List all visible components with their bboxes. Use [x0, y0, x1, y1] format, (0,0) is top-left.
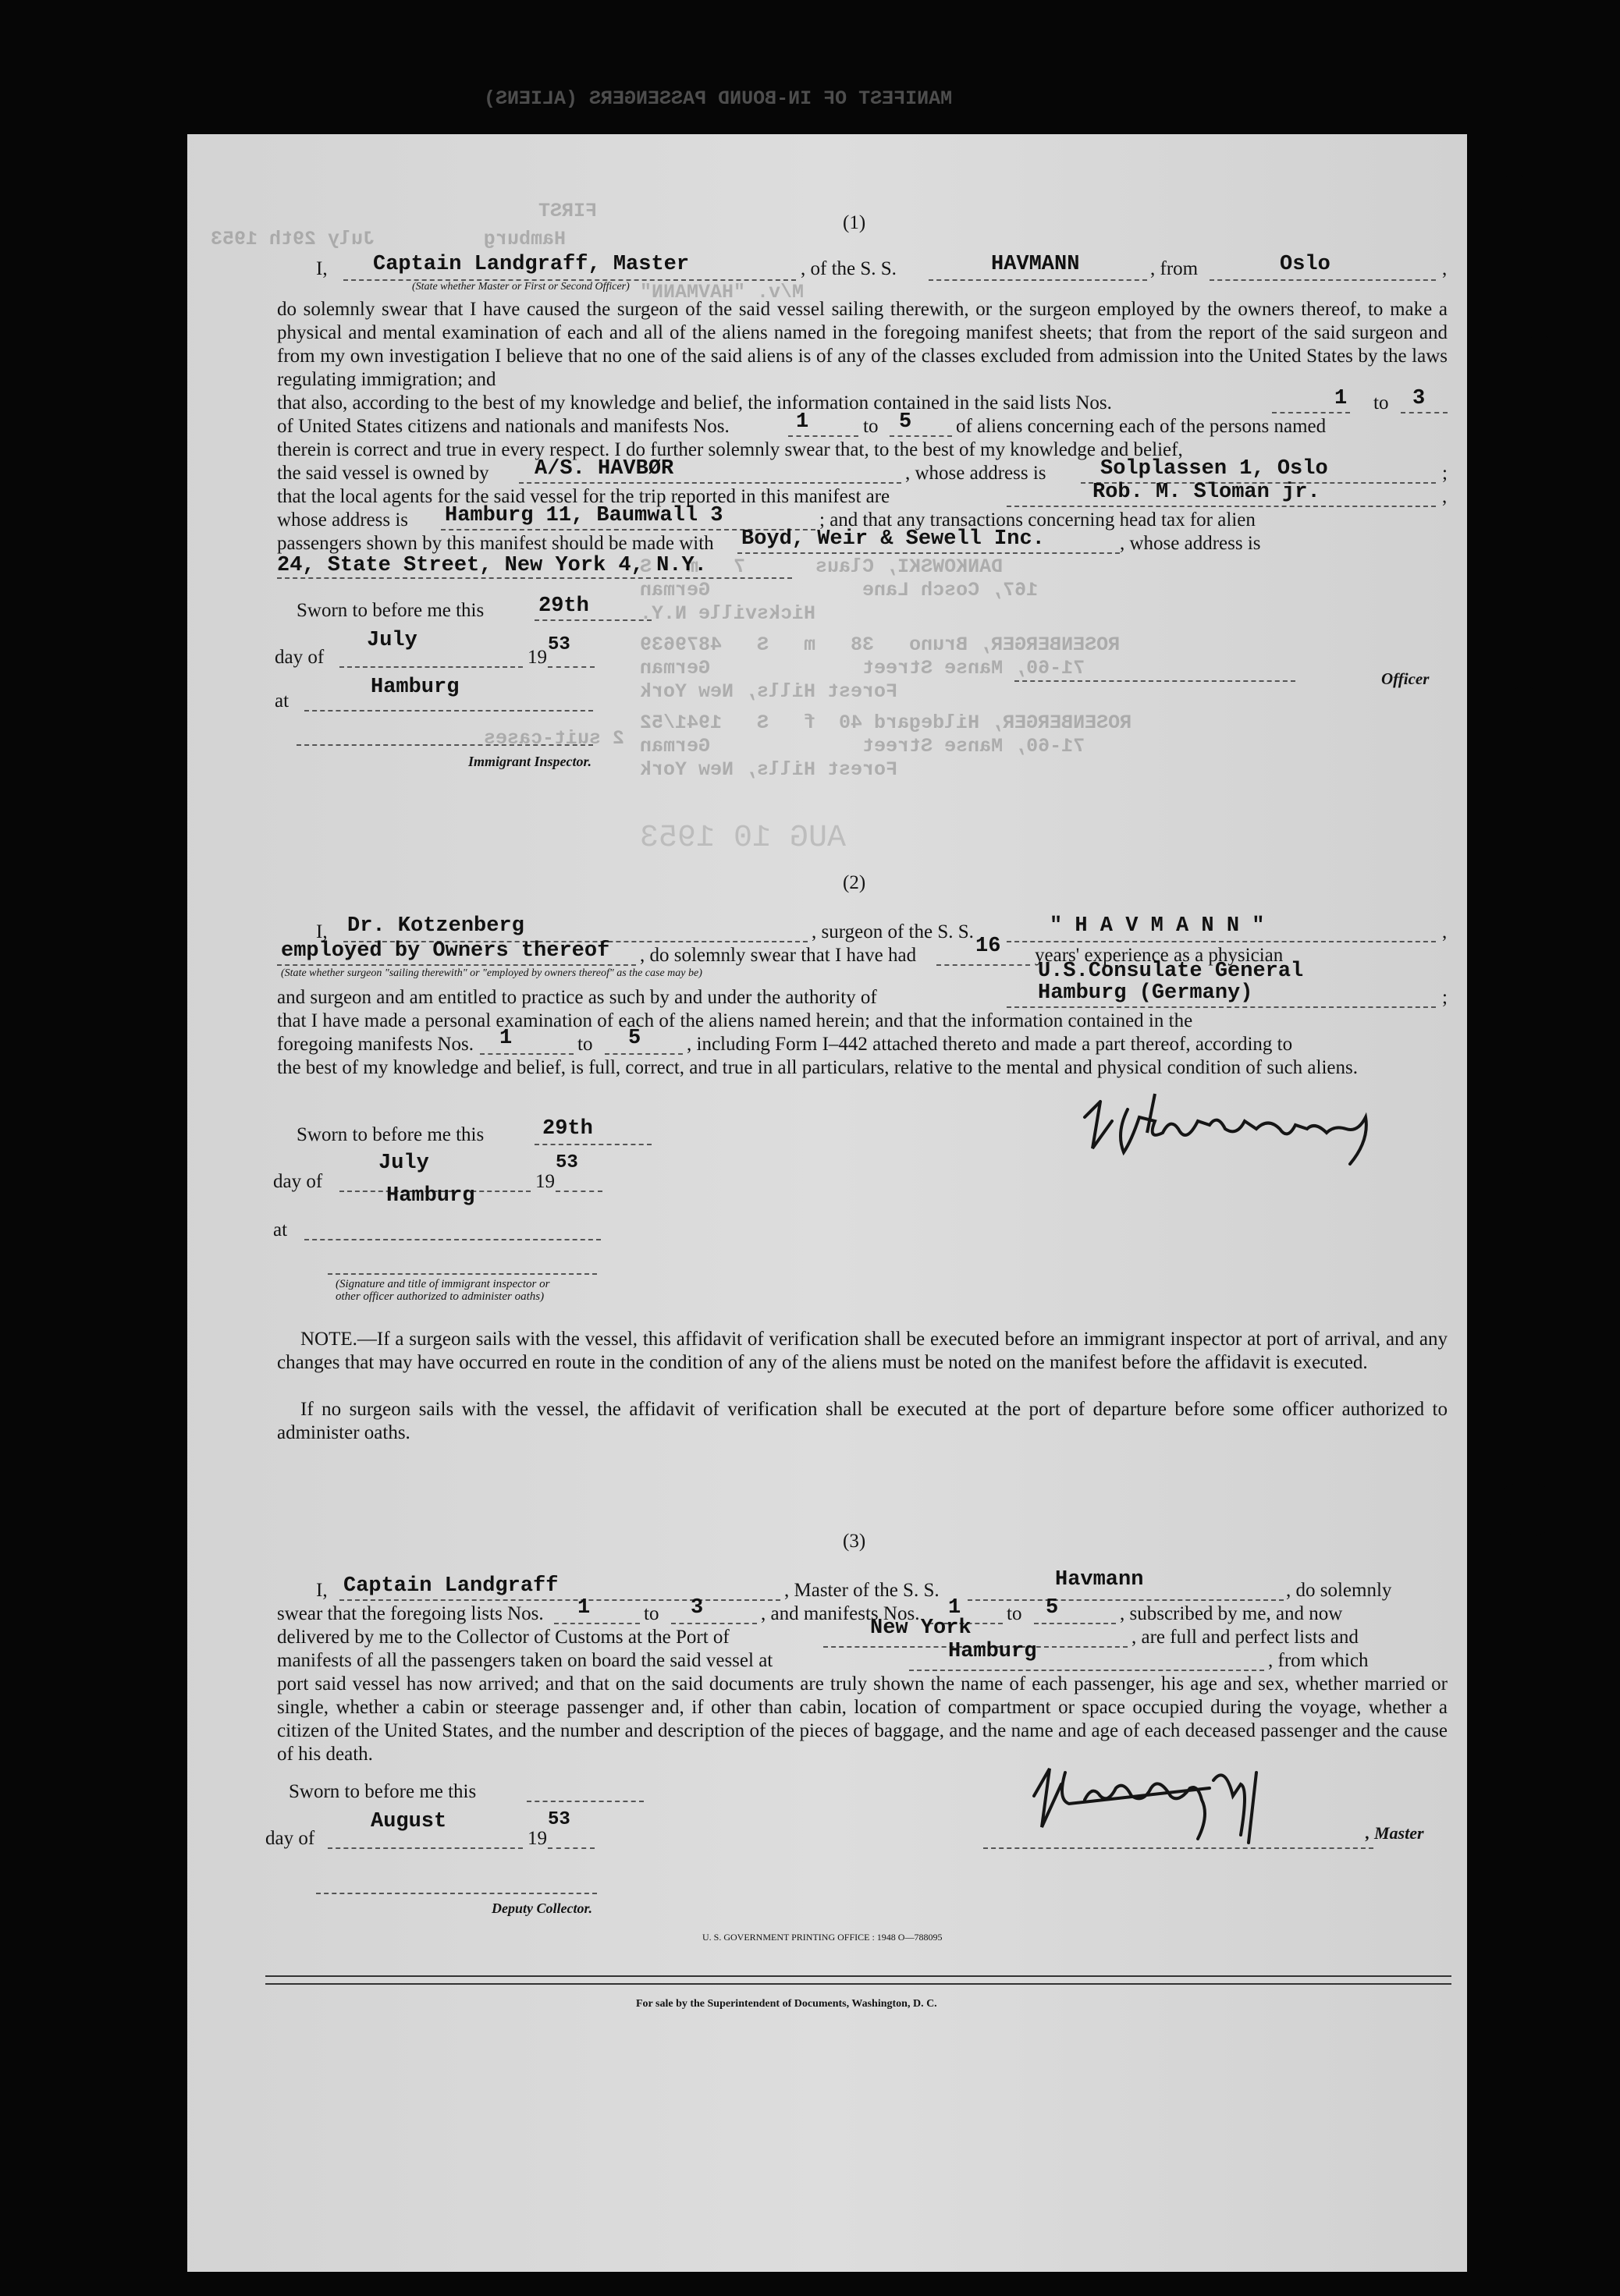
s2-day-of: day of — [273, 1171, 323, 1192]
bleed-row-3: ROSENBERGER, Hildegard 40 f S 1941/52 — [640, 712, 1132, 734]
s3-sworn: Sworn to before me this — [289, 1781, 477, 1802]
s1-from-port: Oslo — [1280, 253, 1330, 276]
s1-head-tax: ; and that any transactions concerning head tax for alien — [819, 509, 1256, 531]
s3-master-label: , Master — [1366, 1823, 1424, 1843]
s2-best: the best of my knowledge and belief, is full, correct, and true in all particulars, relative to the mental and physical condition of such aliens. — [277, 1057, 1358, 1078]
s3-collector-line — [316, 1893, 597, 1894]
s2-year-prefix: 19 — [535, 1171, 555, 1192]
bleed-row-3b: 71-60, Manse Street German — [640, 735, 1085, 758]
section-1-number: (1) — [843, 212, 866, 233]
s1-manifests-from-line — [788, 435, 858, 437]
s3-lists-to: 3 — [691, 1596, 704, 1620]
s2-years: 16 — [975, 935, 1001, 958]
s1-agent: Rob. M. Sloman jr. — [1092, 481, 1320, 504]
s1-head-tax-agent-line — [737, 552, 1120, 554]
s1-sworn: Sworn to before me this — [297, 600, 485, 621]
s3-to-2: to — [1007, 1603, 1022, 1624]
s1-lists-to: 3 — [1412, 387, 1426, 410]
s3-day-of: day of — [265, 1828, 315, 1849]
s3-vessel-line — [968, 1599, 1284, 1601]
s3-manifests-all: manifests of all the passengers taken on board the said vessel at — [277, 1650, 773, 1671]
s1-comma-1: , — [1442, 258, 1448, 279]
s2-manifests-from-line — [480, 1053, 574, 1055]
s1-sworn-year: 53 — [548, 634, 570, 655]
printing-office: U. S. GOVERNMENT PRINTING OFFICE : 1948 O—788095 — [702, 1932, 943, 1943]
s1-inspector-caption: Immigrant Inspector. — [468, 754, 592, 769]
s3-and-manifests: , and manifests Nos. — [761, 1603, 920, 1624]
master-signature — [991, 1741, 1381, 1858]
s3-vessel: Havmann — [1055, 1568, 1144, 1592]
s3-sworn-year-line — [548, 1847, 595, 1849]
s2-sworn: Sworn to before me this — [297, 1124, 485, 1145]
s2-years-line — [936, 964, 1030, 966]
s2-sworn-year: 53 — [556, 1152, 578, 1173]
s3-port: New York — [870, 1616, 972, 1640]
s2-surgeon-of: , surgeon of the S. S. — [812, 921, 974, 942]
for-sale-notice: For sale by the Superintendent of Documents, Washington, D. C. — [636, 1998, 937, 2010]
s1-owner-address: Solplassen 1, Oslo — [1100, 457, 1328, 481]
s3-manifests-to: 5 — [1046, 1596, 1059, 1620]
s2-sworn-month: July — [378, 1152, 429, 1175]
s1-head-tax-address-line — [277, 577, 792, 579]
s3-manifests-from: 1 — [948, 1596, 961, 1620]
s1-sworn-day-line — [535, 619, 652, 621]
s1-manifests-to: 5 — [899, 410, 912, 434]
s1-lists-from: 1 — [1334, 387, 1348, 410]
s2-sworn-day-line — [535, 1144, 652, 1145]
s3-year-prefix: 19 — [528, 1828, 547, 1849]
s2-sig-line — [328, 1273, 597, 1275]
s1-sworn-place: Hamburg — [371, 676, 460, 699]
s2-vessel: " H A V M A N N " — [1050, 914, 1265, 938]
bleed-vessel: M/v. "HAVMANN" — [640, 281, 805, 303]
s2-foregoing: foregoing manifests Nos. — [277, 1034, 474, 1055]
s3-master-name: Captain Landgraff — [343, 1574, 559, 1598]
s3-sworn-month: August — [371, 1810, 447, 1833]
s3-boarded-at: Hamburg — [948, 1640, 1037, 1663]
s1-semicolon-1: ; — [1442, 463, 1448, 484]
s1-from: , from — [1150, 258, 1199, 279]
s2-vessel-line — [1007, 941, 1436, 942]
s1-of-ss: , of the S. S. — [801, 258, 897, 279]
s1-officer-line — [1014, 680, 1295, 682]
s2-swear-had: , do solemnly swear that I have had — [640, 945, 917, 966]
s1-from-line — [1210, 279, 1436, 281]
bleed-row-1: DANKOWSKI, Claus 7 m S — [640, 555, 1004, 578]
s1-whose-address-2: whose address is — [277, 509, 409, 531]
s1-manifests-to-line — [890, 435, 952, 437]
s1-sworn-year-line — [548, 666, 595, 668]
s2-surgeon-caption: (State whether surgeon "sailing therewith" or "employed by owners thereof" as the case may be) — [281, 967, 702, 979]
s1-agent-address: Hamburg 11, Baumwall 3 — [445, 504, 723, 527]
s3-manifests-to-line — [1034, 1623, 1116, 1624]
s2-sworn-year-line — [556, 1191, 602, 1192]
s1-agent-line — [1007, 506, 1436, 507]
note-paragraph-1: NOTE.—If a surgeon sails with the vessel, this affidavit of verification shall be executed before an immigrant inspector at port of arrival, and any changes that may have occurred en route in the condition of any of the aliens must be noted on the manifest before the affidavit is executed. — [277, 1329, 1448, 1373]
s2-authority-1: U.S.Consulate General — [1038, 960, 1304, 983]
s1-sworn-month: July — [367, 629, 417, 652]
bleed-row-1c: Hicksville N.Y. — [640, 602, 816, 625]
s1-whose-address: , whose address is — [905, 463, 1046, 484]
s1-whose-address-3: , whose address is — [1120, 533, 1261, 554]
s1-master-name: Captain Landgraff, Master — [373, 253, 690, 276]
s3-lists-from-line — [554, 1623, 640, 1624]
s1-head-tax-address: 24, State Street, New York 4, N.Y. — [277, 554, 707, 577]
s1-owner-line — [519, 482, 901, 484]
s1-para-a: do solemnly swear that I have caused the surgeon of the said vessel sailing therewith, or the surgeon employed by the owners thereof, to make a physical and mental examination of each and all of the aliens named in the foregoing manifest sheets; that from the report of the said surgeon and from my own investigation I believe that no one of the said aliens is of any of the classes excluded from admission into the United States by the laws regulating immigration; and — [277, 299, 1448, 390]
punch-hole-torn — [1490, 1482, 1561, 1537]
s3-swear-lists: swear that the foregoing lists Nos. — [277, 1603, 544, 1624]
bleed-row-2c: Forest Hills, New York — [640, 680, 898, 703]
s1-correct: therein is correct and true in every respect. I do further solemnly swear that, to the best of my knowledge and belief, — [277, 439, 1183, 460]
section-2-number: (2) — [843, 872, 866, 893]
s3-master-line — [339, 1599, 780, 1601]
note-paragraph-2: If no surgeon sails with the vessel, the affidavit of verification shall be executed at the port of departure before some officer authorized to administer oaths. — [277, 1399, 1448, 1443]
s3-sworn-month-line — [328, 1847, 523, 1849]
s1-sworn-place-line — [304, 710, 593, 712]
s1-vessel-line — [929, 279, 1147, 281]
bleed-row-2: ROSENBERGER, Bruno 38 m S 4879639 — [640, 633, 1121, 656]
s1-vessel: HAVMANN — [991, 253, 1080, 276]
bleed-first: FIRST — [538, 200, 598, 222]
bleed-suitcases: 2 suit-cases — [484, 727, 625, 750]
s3-sworn-year: 53 — [548, 1809, 570, 1830]
s1-comma-2: , — [1442, 486, 1448, 507]
punch-hole — [1522, 335, 1558, 371]
s1-to-2: to — [863, 416, 879, 437]
s3-delivered: delivered by me to the Collector of Customs at the Port of — [277, 1627, 730, 1648]
s2-i: I, — [316, 921, 328, 942]
bleed-row-3c: Forest Hills, New York — [640, 758, 898, 781]
s1-officer-label: Officer — [1381, 669, 1430, 688]
s1-manifests-from: 1 — [796, 410, 809, 434]
punch-hole — [1506, 687, 1542, 722]
s2-sworn-day: 29th — [542, 1117, 593, 1141]
s2-exam: that I have made a personal examination of each of the aliens named herein; and that the information contained in the — [277, 1010, 1193, 1031]
s2-including: , including Form I–442 attached thereto and made a part thereof, according to — [687, 1034, 1293, 1055]
s1-of-aliens: of aliens concerning each of the persons named — [956, 416, 1327, 437]
s3-subscribed: , subscribed by me, and now — [1120, 1603, 1343, 1624]
s3-lists-from: 1 — [577, 1596, 591, 1620]
s2-employment-line — [277, 964, 636, 966]
s1-master-caption: (State whether Master or First or Second Officer) — [412, 281, 630, 293]
s2-semicolon: ; — [1442, 987, 1448, 1008]
s3-i: I, — [316, 1580, 328, 1601]
s2-manifests-from: 1 — [499, 1027, 513, 1050]
s2-sworn-place-line — [304, 1239, 601, 1240]
s2-authority-line — [1007, 1006, 1436, 1008]
bleed-date: July 29th 1953 — [211, 228, 375, 250]
s1-citizens: of United States citizens and nationals and manifests Nos. — [277, 416, 730, 437]
s3-collector-caption: Deputy Collector. — [492, 1900, 592, 1916]
s2-to: to — [577, 1034, 593, 1055]
s3-to-1: to — [644, 1603, 659, 1624]
s3-sworn-day-line — [527, 1801, 644, 1802]
s1-owner: A/S. HAVBØR — [535, 457, 674, 481]
bleed-header: MANIFEST OF IN-BOUND PASSENGERS (ALIENS) — [484, 87, 953, 110]
s1-to-1: to — [1373, 392, 1389, 413]
s1-i: I, — [316, 258, 328, 279]
s2-sig-caption-1: (Signature and title of immigrant inspector or — [336, 1278, 550, 1290]
s1-year-prefix: 19 — [528, 647, 547, 668]
s1-at: at — [275, 690, 290, 712]
bleed-port: Hamburg — [484, 228, 567, 250]
s2-manifests-to-line — [605, 1053, 683, 1055]
s1-sworn-day: 29th — [538, 594, 589, 618]
footer-rule-1 — [265, 1975, 1451, 1977]
section-3-number: (3) — [843, 1531, 866, 1552]
s3-full: , are full and perfect lists and — [1132, 1627, 1359, 1648]
s2-comma-1: , — [1442, 921, 1448, 942]
punch-hole — [1498, 1139, 1534, 1175]
bleed-row-1b: 167, Cosch Lane German — [640, 579, 1039, 602]
s2-surgeon: Dr. Kotzenberg — [347, 914, 524, 938]
s1-lists-from-line — [1272, 412, 1350, 413]
s3-master-of: , Master of the S. S. — [784, 1580, 940, 1601]
bleed-row-2b: 71-60, Manse Street German — [640, 657, 1085, 680]
s1-day-of: day of — [275, 647, 325, 668]
s1-owned: the said vessel is owned by — [277, 463, 489, 484]
footer-rule-2 — [265, 1983, 1451, 1985]
s1-lists-to-line — [1401, 412, 1448, 413]
s2-authority-2: Hamburg (Germany) — [1038, 981, 1253, 1005]
s2-employment: employed by Owners thereof — [281, 939, 610, 963]
s2-sig-caption-2: other officer authorized to administer oaths) — [336, 1290, 545, 1303]
s2-years-exp: years' experience as a physician — [1035, 945, 1284, 966]
surgeon-signature — [1038, 1086, 1428, 1180]
s3-lists-to-line — [671, 1623, 757, 1624]
s3-master-sig-line — [983, 1847, 1373, 1849]
s1-sworn-month-line — [339, 666, 523, 668]
punch-hole — [1497, 175, 1533, 211]
s3-boarded-line — [909, 1670, 1264, 1671]
manifest-page — [187, 87, 1467, 2272]
s1-passengers: passengers shown by this manifest should be made with — [277, 533, 714, 554]
s3-from-which: , from which — [1268, 1650, 1369, 1671]
s3-para: port said vessel has now arrived; and that on the said documents are truly shown the name of each passenger, his age and sex, whether married or single, whether a cabin or steerage passenger and, if other than cabin, location of compartment or space occupied during the voyage, whether a citizen of the United States, and the number and description of the pieces of baggage, and the name and age of each deceased passenger and the cause of his death. — [277, 1673, 1448, 1765]
s1-para-b: that also, according to the best of my knowledge and belief, the information contained in the said lists Nos. — [277, 392, 1112, 413]
s2-manifests-to: 5 — [628, 1027, 641, 1050]
bleed-date-stamp: AUG 10 1953 — [640, 821, 847, 856]
s2-at: at — [273, 1219, 288, 1240]
s2-sworn-place: Hamburg — [386, 1184, 475, 1208]
s1-local-agents: that the local agents for the said vessel for the trip reported in this manifest are — [277, 486, 890, 507]
s3-do-solemnly: , do solemnly — [1286, 1580, 1392, 1601]
s1-inspector-line — [297, 744, 593, 746]
s1-head-tax-agent: Boyd, Weir & Sewell Inc. — [741, 527, 1045, 551]
s2-authority: and surgeon and am entitled to practice as such by and under the authority of — [277, 987, 877, 1008]
